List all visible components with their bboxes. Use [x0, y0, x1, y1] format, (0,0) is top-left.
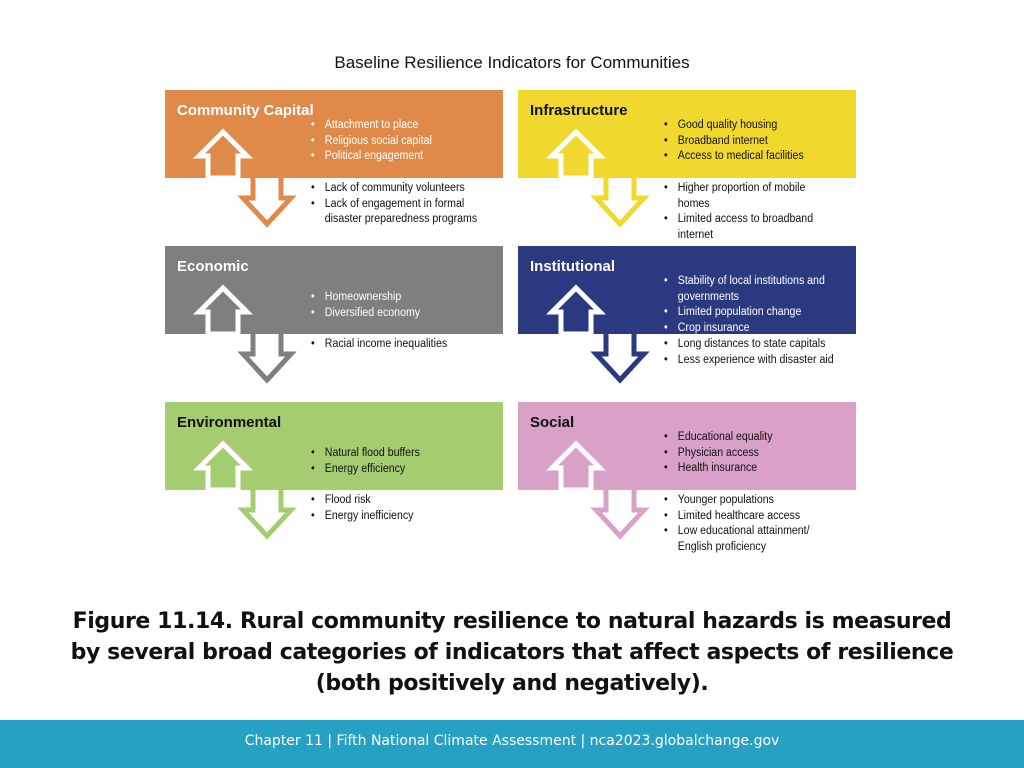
negative-indicator: • Low educational attainment/ English proficiency	[664, 524, 839, 555]
negative-indicators-list	[311, 337, 486, 353]
positive-indicator: • Limited population change	[664, 305, 839, 321]
positive-indicator: • Educational equality	[664, 430, 839, 446]
positive-indicator: • Religious social capital	[311, 134, 486, 150]
negative-indicator: • Lack of community volunteers	[311, 181, 486, 197]
negative-indicators-list	[664, 337, 839, 368]
footer-bar	[0, 720, 1024, 768]
positive-indicator: • Attachment to place	[311, 118, 486, 134]
panel-title: Institutional	[530, 258, 615, 275]
panel-title: Infrastructure	[530, 102, 628, 119]
down-arrow-icon	[243, 490, 291, 536]
down-arrow-icon	[243, 334, 291, 380]
positive-indicator: • Diversified economy	[311, 306, 486, 322]
negative-indicators-list	[311, 181, 486, 228]
positive-indicators-list	[664, 430, 839, 477]
positive-indicators-list	[311, 446, 486, 477]
negative-indicator: • Limited access to broadband internet	[664, 212, 839, 243]
negative-indicator: • Energy inefficiency	[311, 509, 486, 525]
negative-indicator: • Racial income inequalities	[311, 337, 486, 353]
up-arrow-icon	[199, 444, 247, 490]
down-arrow-icon	[596, 490, 644, 536]
positive-indicators-list	[664, 274, 839, 336]
positive-indicator: • Crop insurance	[664, 321, 839, 337]
negative-indicators-list	[664, 181, 839, 243]
positive-indicator: • Energy efficiency	[311, 462, 486, 478]
negative-indicator: • Limited healthcare access	[664, 509, 839, 525]
panel-social	[518, 402, 856, 602]
negative-indicators-list	[664, 493, 839, 555]
up-arrow-icon	[199, 288, 247, 334]
positive-indicators-list	[311, 118, 486, 165]
negative-indicator: • Younger populations	[664, 493, 839, 509]
up-arrow-icon	[552, 444, 600, 490]
down-arrow-icon	[596, 334, 644, 380]
positive-indicator: • Natural flood buffers	[311, 446, 486, 462]
diagram-title: Baseline Resilience Indicators for Communities	[334, 53, 690, 72]
down-arrow-icon	[596, 178, 644, 224]
positive-indicator: • Stability of local institutions and governments	[664, 274, 839, 305]
up-arrow-icon	[552, 132, 600, 178]
figure-caption: Figure 11.14. Rural community resilience to natural hazards is measured by several broad categories of indicators that affect aspects of resilience (both positively and negatively).	[70, 609, 954, 696]
negative-indicator: • Long distances to state capitals	[664, 337, 839, 353]
panel-title: Community Capital	[177, 102, 314, 119]
panel-title: Environmental	[177, 414, 282, 431]
positive-indicators-list	[311, 290, 486, 321]
positive-indicator: • Broadband internet	[664, 134, 839, 150]
up-arrow-icon	[199, 132, 247, 178]
negative-indicator: • Flood risk	[311, 493, 486, 509]
panel-title: Economic	[177, 258, 249, 275]
panel-title: Social	[530, 414, 575, 431]
negative-indicator: • Lack of engagement in formal disaster preparedness programs	[311, 197, 486, 228]
positive-indicator: • Political engagement	[311, 149, 486, 165]
positive-indicator: • Access to medical facilities	[664, 149, 839, 165]
positive-indicator: • Good quality housing	[664, 118, 839, 134]
positive-indicator: • Health insurance	[664, 461, 839, 477]
positive-indicator: • Physician access	[664, 446, 839, 462]
panel-environmental	[165, 402, 503, 602]
up-arrow-icon	[552, 288, 600, 334]
footer-text: Chapter 11 | Fifth National Climate Assessment | nca2023.globalchange.gov	[244, 733, 780, 749]
positive-indicator: • Homeownership	[311, 290, 486, 306]
positive-indicators-list	[664, 118, 839, 165]
negative-indicator: • Less experience with disaster aid	[664, 353, 839, 369]
down-arrow-icon	[243, 178, 291, 224]
negative-indicator: • Higher proportion of mobile homes	[664, 181, 839, 212]
negative-indicators-list	[311, 493, 486, 524]
